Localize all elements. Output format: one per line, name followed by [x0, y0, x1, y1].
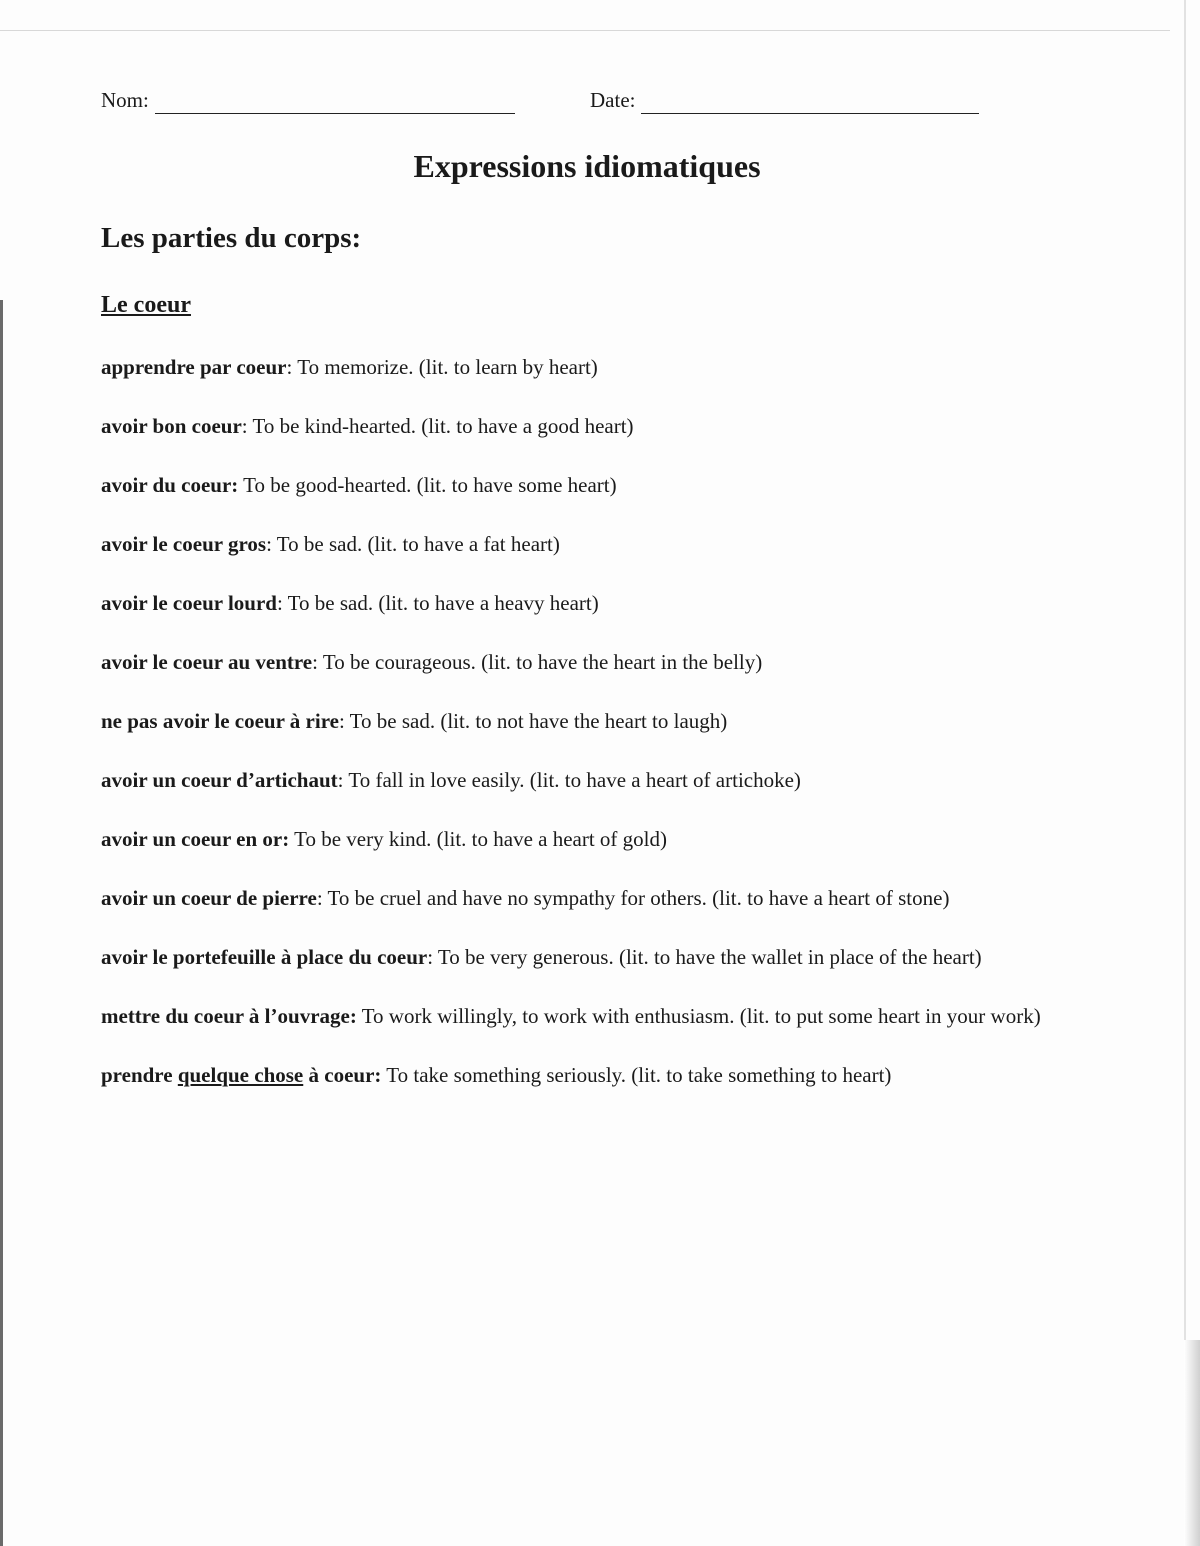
- idiom-term: avoir le coeur lourd: [101, 591, 277, 615]
- name-blank-line[interactable]: [155, 89, 515, 114]
- name-field: [101, 86, 515, 114]
- idiom-definition: : To be sad. (lit. to have a fat heart): [266, 532, 560, 556]
- idiom-definition: To be very kind. (lit. to have a heart of gold): [289, 827, 668, 851]
- idiom-term-part: prendre: [101, 1063, 178, 1087]
- date-field: [590, 86, 979, 114]
- idiom-definition: To take something seriously. (lit. to take something to heart): [381, 1063, 892, 1087]
- scan-artifact-right-shadow: [1184, 1340, 1200, 1546]
- idiom-term: avoir un coeur de pierre: [101, 886, 317, 910]
- idiom-definition: To work willingly, to work with enthusiasm. (lit. to put some heart in your work): [356, 1004, 1041, 1028]
- idiom-definition: To be good-hearted. (lit. to have some heart): [238, 473, 617, 497]
- idiom-definition: : To be courageous. (lit. to have the heart in the belly): [312, 650, 763, 674]
- idiom-term: avoir le coeur au ventre: [101, 650, 313, 674]
- idiom-definition: : To be cruel and have no sympathy for others. (lit. to have a heart of stone): [316, 886, 950, 910]
- idiom-term: apprendre par coeur: [101, 355, 287, 379]
- idiom-entry: [101, 706, 1051, 737]
- idiom-definition: : To be sad. (lit. to have a heavy heart): [276, 591, 599, 615]
- page-title: Expressions idiomatiques: [413, 148, 761, 184]
- idiom-entry: [101, 470, 1051, 501]
- idiom-term: ne pas avoir le coeur à rire: [101, 709, 339, 733]
- idiom-entry: [101, 588, 1051, 619]
- idiom-term: avoir un coeur d’artichaut: [101, 768, 338, 792]
- idiom-term: avoir du coeur:: [101, 473, 239, 497]
- date-blank-line[interactable]: [641, 89, 979, 114]
- section-title: Les parties du corps:: [101, 222, 362, 254]
- idiom-definition: : To fall in love easily. (lit. to have a heart of artichoke): [337, 768, 801, 792]
- idiom-entry: [101, 883, 1051, 914]
- idiom-entry: [101, 647, 1051, 678]
- idiom-list: [101, 352, 1051, 1119]
- idiom-entry: [101, 942, 1051, 973]
- idiom-definition: : To be sad. (lit. to not have the heart to laugh): [338, 709, 728, 733]
- idiom-definition: : To be very generous. (lit. to have the wallet in place of the heart): [427, 945, 982, 969]
- scan-artifact-left-edge: [0, 300, 3, 1546]
- idiom-entry: [101, 824, 1051, 855]
- idiom-term: avoir le portefeuille à place du coeur: [101, 945, 428, 969]
- name-label: Nom:: [101, 88, 149, 112]
- scan-artifact-top-line: [0, 30, 1170, 31]
- idiom-entry: [101, 1001, 1051, 1032]
- idiom-entry: [101, 1060, 1051, 1091]
- idiom-term: avoir bon coeur: [101, 414, 242, 438]
- idiom-entry: [101, 529, 1051, 560]
- idiom-term: mettre du coeur à l’ouvrage:: [101, 1004, 357, 1028]
- idiom-definition: : To be kind-hearted. (lit. to have a good heart): [241, 414, 634, 438]
- idiom-term: avoir le coeur gros: [101, 532, 267, 556]
- idiom-entry: [101, 352, 1051, 383]
- name-date-header: [101, 86, 1001, 120]
- subsection-title: Le coeur: [101, 292, 191, 318]
- idiom-entry: [101, 765, 1051, 796]
- idiom-definition: : To memorize. (lit. to learn by heart): [286, 355, 598, 379]
- date-label: Date:: [590, 88, 636, 112]
- idiom-term-underlined: quelque chose: [177, 1063, 304, 1087]
- scan-artifact-right-edge: [1184, 0, 1186, 1546]
- idiom-entry: [101, 411, 1051, 442]
- idiom-term-part: à coeur:: [303, 1063, 382, 1087]
- idiom-term: avoir un coeur en or:: [101, 827, 290, 851]
